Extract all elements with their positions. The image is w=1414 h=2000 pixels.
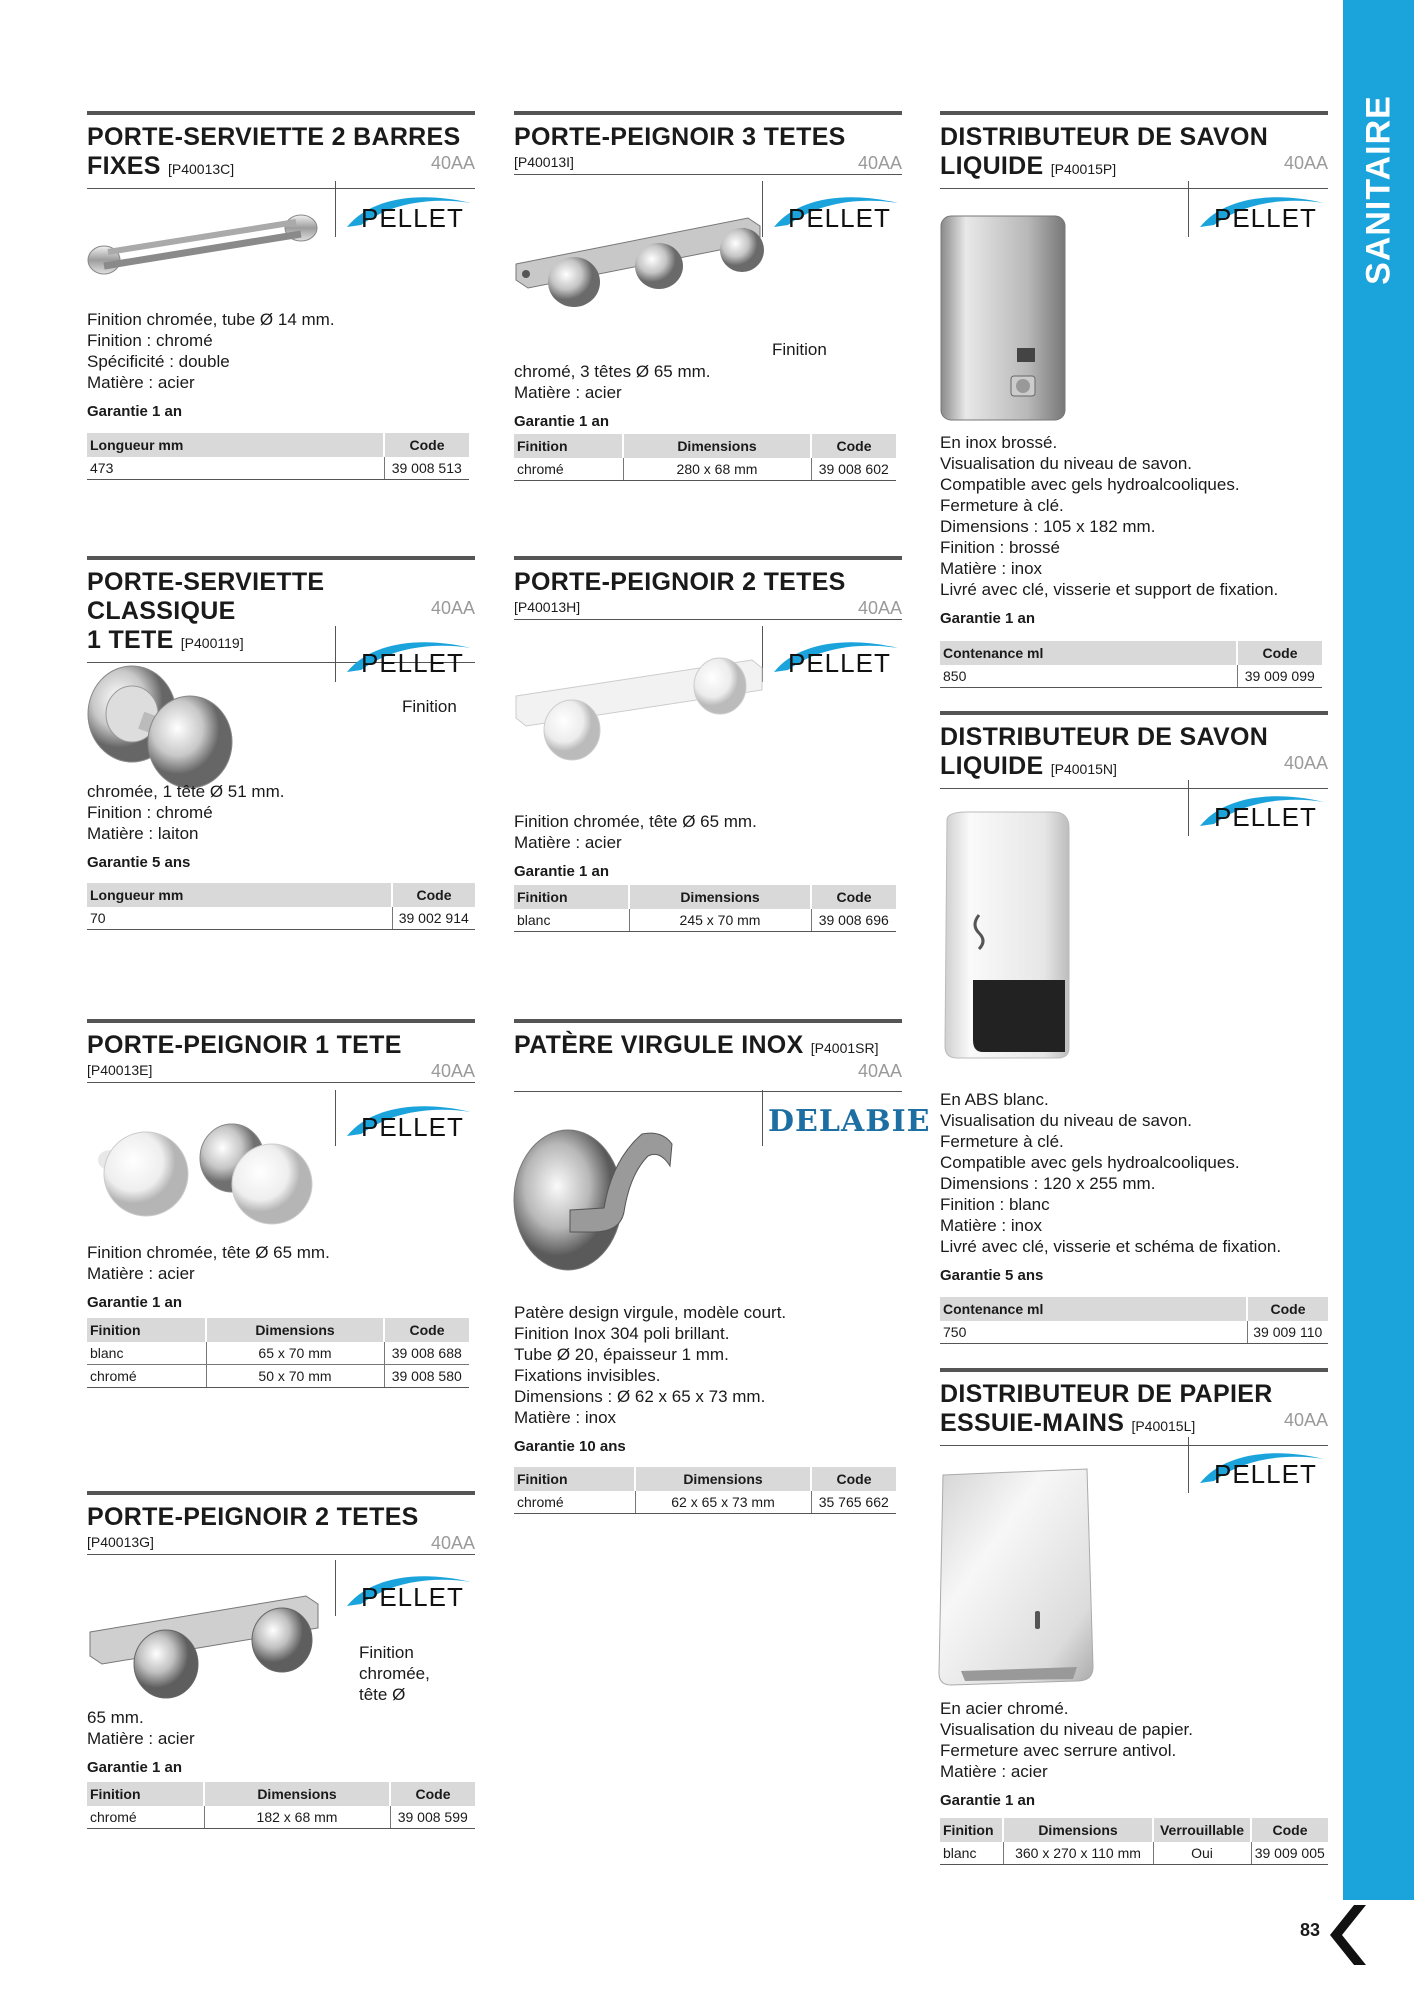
product-porte-peignoir-2-tetes-chrome bbox=[87, 1491, 475, 1555]
spec-table: Contenance ml Code 850 39 009 099 bbox=[940, 641, 1322, 688]
product-porte-peignoir-3-tetes bbox=[514, 111, 902, 175]
product-ref: [P40015P] bbox=[1050, 161, 1117, 177]
product-description: chromée, 1 tête Ø 51 mm. Finition : chromé Matière : laiton Garantie 5 ans bbox=[87, 782, 285, 871]
table-row: 473 39 008 513 bbox=[87, 457, 469, 480]
product-title: PORTE-PEIGNOIR 2 TETES bbox=[514, 568, 846, 596]
product-title: PORTE-SERVIETTE 2 BARRES bbox=[87, 123, 461, 151]
product-description: Finition chromée, tube Ø 14 mm. Finition : chromé Spécificité : double Matière : acier Garantie 1 an bbox=[87, 310, 335, 420]
warranty: Garantie 1 an bbox=[87, 1294, 183, 1311]
spec-table: Finition Dimensions Code chromé 62 x 65 x 73 mm 35 765 662 bbox=[514, 1467, 896, 1514]
product-description: Finition chromée, tête Ø 65 mm. Matière : acier Garantie 1 an bbox=[87, 1243, 330, 1311]
product-ref: [P400119] bbox=[180, 635, 244, 651]
table-row: chromé 182 x 68 mm 39 008 599 bbox=[87, 1806, 475, 1829]
product-ref: [P40015N] bbox=[1050, 761, 1117, 777]
table-row: chromé 50 x 70 mm 39 008 580 bbox=[87, 1365, 469, 1388]
warranty: Garantie 10 ans bbox=[514, 1438, 626, 1455]
product-title-line2: LIQUIDE bbox=[940, 152, 1044, 180]
spec-table: Finition Dimensions Code chromé 182 x 68 mm 39 008 599 bbox=[87, 1782, 475, 1829]
warranty: Garantie 1 an bbox=[514, 863, 610, 880]
product-finish-label: Finition bbox=[402, 697, 457, 716]
product-category-code: 40AA bbox=[430, 598, 475, 618]
product-distributeur-savon-abs bbox=[940, 711, 1328, 789]
table-row: 750 39 009 110 bbox=[940, 1321, 1328, 1344]
product-finish-label: Finition bbox=[772, 340, 827, 359]
product-title: PORTE-PEIGNOIR 1 TETE bbox=[87, 1031, 402, 1059]
product-category-code: 40AA bbox=[857, 598, 902, 618]
robe-hook-3-heads-image bbox=[512, 212, 764, 312]
product-porte-peignoir-1-tete bbox=[87, 1019, 475, 1083]
product-ref: [P40013I] bbox=[514, 154, 574, 170]
spec-table: Contenance ml Code 750 39 009 110 bbox=[940, 1297, 1328, 1344]
page-number: 83 bbox=[1300, 1920, 1321, 1940]
robe-hook-2-heads-chrome-image bbox=[86, 1592, 326, 1702]
product-category-code: 40AA bbox=[1283, 153, 1328, 173]
product-porte-peignoir-2-tetes-blanc bbox=[514, 556, 902, 620]
product-title: PORTE-PEIGNOIR 3 TETES bbox=[514, 123, 846, 151]
warranty: Garantie 1 an bbox=[87, 1759, 183, 1776]
warranty: Garantie 5 ans bbox=[87, 854, 191, 871]
spec-table: Longueur mm Code 473 39 008 513 bbox=[87, 433, 469, 480]
product-distributeur-savon-inox bbox=[940, 111, 1328, 189]
product-title-line2: LIQUIDE bbox=[940, 752, 1044, 780]
warranty: Garantie 1 an bbox=[940, 610, 1036, 627]
spec-table: Finition Dimensions Verrouillable Code blanc 360 x 270 x 110 mm Oui 39 009 005 bbox=[940, 1818, 1328, 1865]
robe-hook-1-head-image bbox=[90, 1118, 326, 1228]
product-ref: [P40013C] bbox=[168, 161, 235, 177]
towel-rail-image bbox=[86, 212, 322, 282]
coat-hook-virgule-image bbox=[512, 1120, 682, 1276]
table-row: chromé 280 x 68 mm 39 008 602 bbox=[514, 458, 896, 481]
soap-dispenser-white-image bbox=[937, 810, 1075, 1060]
table-row: blanc 360 x 270 x 110 mm Oui 39 009 005 bbox=[940, 1842, 1328, 1865]
product-distributeur-papier bbox=[940, 1368, 1328, 1446]
product-ref: [P4001SR] bbox=[810, 1040, 879, 1056]
product-title: PORTE-PEIGNOIR 2 TETES bbox=[87, 1503, 419, 1531]
product-finish-label: Finition chromée, tête Ø bbox=[359, 1643, 430, 1704]
spec-table: Finition Dimensions Code blanc 65 x 70 mm 39 008 688 chromé 50 x 70 mm 39 008 580 bbox=[87, 1318, 469, 1388]
product-title: PATÈRE VIRGULE INOX bbox=[514, 1031, 804, 1059]
warranty: Garantie 1 an bbox=[87, 403, 183, 420]
product-description: En ABS blanc. Visualisation du niveau de savon. Fermeture à clé. Compatible avec gels hydroalcooliques. Dimensions : 120 x 255 mm. Finition : blanc Matière : inox Livré avec clé, visserie et schéma de fixation. Garantie 5 ans bbox=[940, 1090, 1282, 1284]
table-row: 70 39 002 914 bbox=[87, 907, 475, 930]
spec-table: Finition Dimensions Code blanc 245 x 70 mm 39 008 696 bbox=[514, 885, 896, 932]
product-category-code: 40AA bbox=[857, 1061, 902, 1081]
warranty: Garantie 1 an bbox=[514, 413, 610, 430]
robe-hook-2-heads-white-image bbox=[512, 656, 764, 766]
warranty: Garantie 5 ans bbox=[940, 1267, 1044, 1284]
product-description: Finition chromée, tête Ø 65 mm. Matière : acier Garantie 1 an bbox=[514, 812, 757, 880]
product-title-line2: ESSUIE-MAINS bbox=[940, 1409, 1125, 1437]
section-title: SANITAIRE bbox=[1359, 95, 1398, 285]
table-row: 850 39 009 099 bbox=[940, 665, 1322, 688]
table-row: chromé 62 x 65 x 73 mm 35 765 662 bbox=[514, 1491, 896, 1514]
soap-dispenser-steel-image bbox=[937, 212, 1071, 424]
product-description: 65 mm. Matière : acier Garantie 1 an bbox=[87, 1708, 195, 1776]
product-title: PORTE-SERVIETTE CLASSIQUE bbox=[87, 568, 325, 625]
product-category-code: 40AA bbox=[430, 1061, 475, 1081]
product-ref: [P40013H] bbox=[514, 599, 581, 615]
warranty: Garantie 1 an bbox=[940, 1792, 1036, 1809]
table-row: blanc 65 x 70 mm 39 008 688 bbox=[87, 1342, 469, 1365]
product-category-code: 40AA bbox=[857, 153, 902, 173]
product-description: En inox brossé. Visualisation du niveau de savon. Compatible avec gels hydroalcooliques. Fermeture à clé. Dimensions : 105 x 182 mm. Finition : brossé Matière : inox Livré avec clé, visserie et support de fixation. Garantie 1 an bbox=[940, 433, 1279, 627]
product-title-line2: 1 TETE bbox=[87, 626, 174, 654]
product-description: chromé, 3 têtes Ø 65 mm. Matière : acier Garantie 1 an bbox=[514, 362, 711, 430]
product-category-code: 40AA bbox=[430, 153, 475, 173]
product-category-code: 40AA bbox=[1283, 753, 1328, 773]
spec-table: Finition Dimensions Code chromé 280 x 68 mm 39 008 602 bbox=[514, 434, 896, 481]
product-category-code: 40AA bbox=[430, 1533, 475, 1553]
product-description: Patère design virgule, modèle court. Finition Inox 304 poli brillant. Tube Ø 20, épaisseur 1 mm. Fixations invisibles. Dimensions : Ø 62 x 65 x 73 mm. Matière : inox Garantie 10 ans bbox=[514, 1303, 787, 1455]
spec-table: Longueur mm Code 70 39 002 914 bbox=[87, 883, 475, 930]
product-title-line2: FIXES bbox=[87, 152, 161, 180]
product-title: DISTRIBUTEUR DE SAVON bbox=[940, 123, 1269, 151]
chevron-left-icon bbox=[1330, 1905, 1366, 1965]
product-ref: [P40013G] bbox=[87, 1534, 154, 1550]
product-ref: [P40015L] bbox=[1131, 1418, 1196, 1434]
towel-hook-classic-image bbox=[86, 658, 234, 794]
table-row: blanc 245 x 70 mm 39 008 696 bbox=[514, 909, 896, 932]
paper-towel-dispenser-image bbox=[937, 1467, 1097, 1689]
product-porte-serviette-2-barres bbox=[87, 111, 475, 189]
product-title: DISTRIBUTEUR DE PAPIER bbox=[940, 1380, 1273, 1408]
product-category-code: 40AA bbox=[1283, 1410, 1328, 1430]
product-description: En acier chromé. Visualisation du niveau de papier. Fermeture avec serrure antivol. Matière : acier Garantie 1 an bbox=[940, 1699, 1193, 1809]
product-title: DISTRIBUTEUR DE SAVON bbox=[940, 723, 1269, 751]
product-patere-virgule-inox bbox=[514, 1019, 902, 1092]
product-ref: [P40013E] bbox=[87, 1062, 153, 1078]
